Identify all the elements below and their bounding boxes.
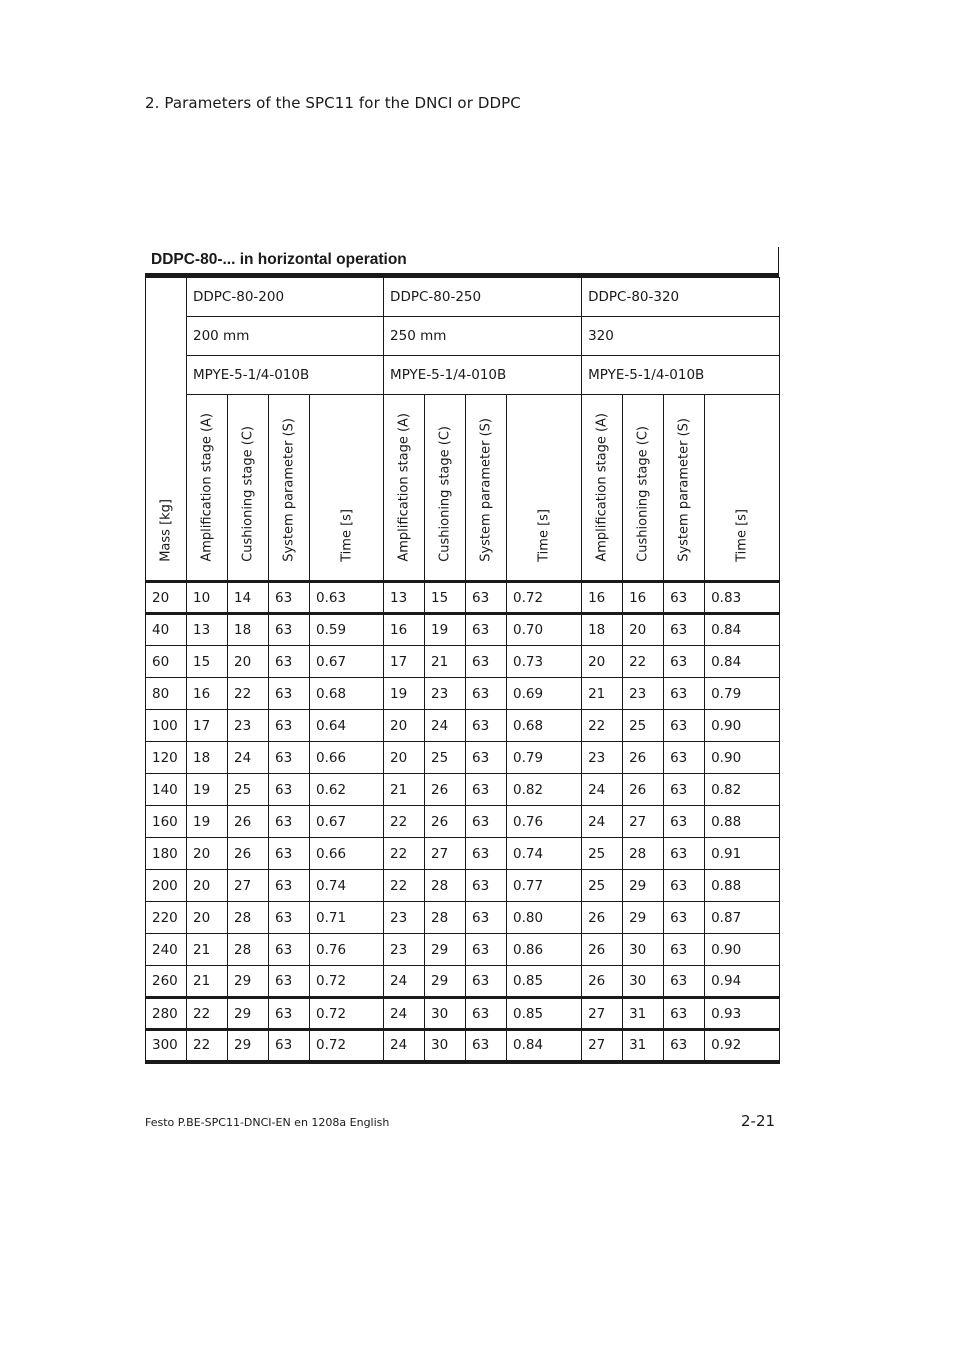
value-cell: 23 xyxy=(623,678,664,710)
value-cell: 63 xyxy=(269,582,310,614)
value-cell: 63 xyxy=(269,646,310,678)
value-cell: 26 xyxy=(623,742,664,774)
table-row xyxy=(146,998,780,1030)
value-cell: 31 xyxy=(623,1030,664,1062)
param-header xyxy=(425,395,466,582)
value-cell: 0.71 xyxy=(310,902,384,934)
value-cell: 0.72 xyxy=(310,998,384,1030)
value-cell: 63 xyxy=(466,582,507,614)
param-header-label: Cushioning stage (C) xyxy=(635,426,651,562)
param-header xyxy=(228,395,269,582)
value-cell: 0.83 xyxy=(705,582,780,614)
value-cell: 0.90 xyxy=(705,934,780,966)
value-cell: 16 xyxy=(187,678,228,710)
value-cell: 21 xyxy=(187,934,228,966)
value-cell: 0.73 xyxy=(507,646,582,678)
mass-cell: 120 xyxy=(146,742,187,774)
value-cell: 63 xyxy=(269,966,310,998)
mass-cell: 260 xyxy=(146,966,187,998)
table-row xyxy=(146,774,780,806)
valve-cell: MPYE-5-1/4-010B xyxy=(384,356,582,395)
value-cell: 0.86 xyxy=(507,934,582,966)
table-caption: DDPC-80-... in horizontal operation xyxy=(145,247,779,277)
value-cell: 63 xyxy=(269,934,310,966)
param-header-label: Cushioning stage (C) xyxy=(240,426,256,562)
value-cell: 63 xyxy=(664,998,705,1030)
value-cell: 23 xyxy=(582,742,623,774)
mass-cell: 200 xyxy=(146,870,187,902)
value-cell: 0.66 xyxy=(310,838,384,870)
value-cell: 26 xyxy=(228,838,269,870)
value-cell: 0.67 xyxy=(310,646,384,678)
value-cell: 26 xyxy=(582,966,623,998)
valve-cell: MPYE-5-1/4-010B xyxy=(187,356,384,395)
table-row xyxy=(146,806,780,838)
value-cell: 29 xyxy=(623,870,664,902)
value-cell: 0.90 xyxy=(705,710,780,742)
model-cell: DDPC-80-250 xyxy=(384,278,582,317)
value-cell: 23 xyxy=(384,934,425,966)
param-header xyxy=(466,395,507,582)
value-cell: 63 xyxy=(664,902,705,934)
value-cell: 63 xyxy=(269,870,310,902)
value-cell: 63 xyxy=(466,934,507,966)
value-cell: 0.93 xyxy=(705,998,780,1030)
mass-cell: 280 xyxy=(146,998,187,1030)
value-cell: 0.64 xyxy=(310,710,384,742)
value-cell: 0.85 xyxy=(507,998,582,1030)
value-cell: 19 xyxy=(384,678,425,710)
value-cell: 63 xyxy=(664,1030,705,1062)
model-row xyxy=(146,278,780,317)
value-cell: 26 xyxy=(228,806,269,838)
value-cell: 21 xyxy=(582,678,623,710)
value-cell: 20 xyxy=(384,742,425,774)
mass-cell: 100 xyxy=(146,710,187,742)
mass-cell: 160 xyxy=(146,806,187,838)
param-header xyxy=(623,395,664,582)
value-cell: 18 xyxy=(582,614,623,646)
value-cell: 63 xyxy=(664,838,705,870)
value-cell: 63 xyxy=(664,966,705,998)
value-cell: 63 xyxy=(664,870,705,902)
value-cell: 25 xyxy=(582,838,623,870)
chapter-title: 2. Parameters of the SPC11 for the DNCI or DDPC xyxy=(145,94,521,112)
mass-cell: 20 xyxy=(146,582,187,614)
param-header-label: Time [s] xyxy=(339,509,355,562)
value-cell: 0.82 xyxy=(507,774,582,806)
valve-row xyxy=(146,356,780,395)
value-cell: 0.79 xyxy=(507,742,582,774)
value-cell: 0.67 xyxy=(310,806,384,838)
table-row xyxy=(146,742,780,774)
value-cell: 29 xyxy=(425,934,466,966)
value-cell: 0.84 xyxy=(507,1030,582,1062)
value-cell: 30 xyxy=(623,966,664,998)
param-header xyxy=(187,395,228,582)
table-row xyxy=(146,582,780,614)
value-cell: 0.69 xyxy=(507,678,582,710)
value-cell: 22 xyxy=(384,806,425,838)
value-cell: 63 xyxy=(466,614,507,646)
value-cell: 26 xyxy=(623,774,664,806)
value-cell: 20 xyxy=(228,646,269,678)
value-cell: 0.72 xyxy=(507,582,582,614)
data-table xyxy=(145,277,780,1064)
value-cell: 16 xyxy=(582,582,623,614)
value-cell: 63 xyxy=(466,1030,507,1062)
value-cell: 0.80 xyxy=(507,902,582,934)
param-header xyxy=(310,395,384,582)
value-cell: 16 xyxy=(384,614,425,646)
value-cell: 63 xyxy=(466,870,507,902)
value-cell: 0.74 xyxy=(310,870,384,902)
value-cell: 63 xyxy=(269,838,310,870)
value-cell: 29 xyxy=(425,966,466,998)
value-cell: 0.88 xyxy=(705,870,780,902)
mass-cell: 180 xyxy=(146,838,187,870)
table-row xyxy=(146,902,780,934)
value-cell: 0.63 xyxy=(310,582,384,614)
param-header xyxy=(384,395,425,582)
mass-cell: 240 xyxy=(146,934,187,966)
value-cell: 14 xyxy=(228,582,269,614)
stroke-cell: 200 mm xyxy=(187,317,384,356)
param-header xyxy=(507,395,582,582)
value-cell: 25 xyxy=(623,710,664,742)
value-cell: 63 xyxy=(466,998,507,1030)
value-cell: 63 xyxy=(664,934,705,966)
value-cell: 22 xyxy=(187,1030,228,1062)
value-cell: 27 xyxy=(425,838,466,870)
value-cell: 22 xyxy=(384,838,425,870)
value-cell: 25 xyxy=(425,742,466,774)
value-cell: 0.85 xyxy=(507,966,582,998)
value-cell: 63 xyxy=(466,806,507,838)
value-cell: 0.88 xyxy=(705,806,780,838)
value-cell: 0.76 xyxy=(507,806,582,838)
value-cell: 28 xyxy=(228,902,269,934)
value-cell: 0.76 xyxy=(310,934,384,966)
value-cell: 22 xyxy=(228,678,269,710)
value-cell: 25 xyxy=(582,870,623,902)
value-cell: 28 xyxy=(623,838,664,870)
table-row xyxy=(146,678,780,710)
value-cell: 21 xyxy=(425,646,466,678)
footer-doc-id: Festo P.BE-SPC11-DNCI-EN en 1208a English xyxy=(145,1116,390,1129)
value-cell: 63 xyxy=(466,742,507,774)
value-cell: 13 xyxy=(384,582,425,614)
table-row xyxy=(146,710,780,742)
value-cell: 22 xyxy=(384,870,425,902)
value-cell: 0.87 xyxy=(705,902,780,934)
value-cell: 63 xyxy=(269,678,310,710)
value-cell: 0.66 xyxy=(310,742,384,774)
value-cell: 27 xyxy=(582,1030,623,1062)
model-cell: DDPC-80-320 xyxy=(582,278,780,317)
param-header xyxy=(705,395,780,582)
value-cell: 15 xyxy=(187,646,228,678)
page-number: 2-21 xyxy=(741,1112,776,1130)
value-cell: 63 xyxy=(269,710,310,742)
value-cell: 28 xyxy=(228,934,269,966)
value-cell: 0.79 xyxy=(705,678,780,710)
value-cell: 0.94 xyxy=(705,966,780,998)
value-cell: 63 xyxy=(269,902,310,934)
value-cell: 26 xyxy=(425,806,466,838)
value-cell: 20 xyxy=(187,838,228,870)
param-header-label: Amplification stage (A) xyxy=(199,413,215,562)
value-cell: 29 xyxy=(228,1030,269,1062)
value-cell: 19 xyxy=(187,774,228,806)
value-cell: 63 xyxy=(269,1030,310,1062)
param-header-label: System parameter (S) xyxy=(478,418,494,562)
stroke-cell: 250 mm xyxy=(384,317,582,356)
value-cell: 63 xyxy=(466,646,507,678)
param-header-label: Time [s] xyxy=(536,509,552,562)
value-cell: 0.72 xyxy=(310,1030,384,1062)
value-cell: 30 xyxy=(623,934,664,966)
value-cell: 19 xyxy=(187,806,228,838)
value-cell: 24 xyxy=(582,806,623,838)
table-row xyxy=(146,614,780,646)
mass-cell: 140 xyxy=(146,774,187,806)
value-cell: 0.59 xyxy=(310,614,384,646)
param-header-label: System parameter (S) xyxy=(281,418,297,562)
value-cell: 23 xyxy=(425,678,466,710)
mass-cell: 300 xyxy=(146,1030,187,1062)
valve-cell: MPYE-5-1/4-010B xyxy=(582,356,780,395)
parameter-table xyxy=(145,247,779,1064)
value-cell: 26 xyxy=(425,774,466,806)
value-cell: 21 xyxy=(187,966,228,998)
table-row xyxy=(146,1030,780,1062)
table-row xyxy=(146,838,780,870)
value-cell: 63 xyxy=(466,710,507,742)
value-cell: 24 xyxy=(228,742,269,774)
value-cell: 63 xyxy=(269,774,310,806)
value-cell: 20 xyxy=(187,902,228,934)
value-cell: 29 xyxy=(228,966,269,998)
value-cell: 25 xyxy=(228,774,269,806)
value-cell: 20 xyxy=(582,646,623,678)
value-cell: 0.82 xyxy=(705,774,780,806)
value-cell: 16 xyxy=(623,582,664,614)
value-cell: 27 xyxy=(228,870,269,902)
value-cell: 20 xyxy=(623,614,664,646)
table-row xyxy=(146,934,780,966)
value-cell: 23 xyxy=(384,902,425,934)
value-cell: 0.70 xyxy=(507,614,582,646)
value-cell: 21 xyxy=(384,774,425,806)
mass-cell: 60 xyxy=(146,646,187,678)
value-cell: 22 xyxy=(187,998,228,1030)
table-row xyxy=(146,966,780,998)
value-cell: 20 xyxy=(187,870,228,902)
value-cell: 0.90 xyxy=(705,742,780,774)
table-row xyxy=(146,646,780,678)
value-cell: 28 xyxy=(425,870,466,902)
value-cell: 24 xyxy=(582,774,623,806)
value-cell: 63 xyxy=(664,774,705,806)
value-cell: 29 xyxy=(228,998,269,1030)
value-cell: 63 xyxy=(664,614,705,646)
value-cell: 63 xyxy=(664,582,705,614)
value-cell: 18 xyxy=(228,614,269,646)
value-cell: 23 xyxy=(228,710,269,742)
value-cell: 10 xyxy=(187,582,228,614)
value-cell: 24 xyxy=(384,1030,425,1062)
value-cell: 31 xyxy=(623,998,664,1030)
value-cell: 63 xyxy=(466,966,507,998)
value-cell: 17 xyxy=(187,710,228,742)
stroke-cell: 320 xyxy=(582,317,780,356)
model-cell: DDPC-80-200 xyxy=(187,278,384,317)
param-header xyxy=(269,395,310,582)
value-cell: 0.74 xyxy=(507,838,582,870)
value-cell: 24 xyxy=(384,998,425,1030)
value-cell: 0.62 xyxy=(310,774,384,806)
value-cell: 0.84 xyxy=(705,614,780,646)
value-cell: 24 xyxy=(384,966,425,998)
value-cell: 19 xyxy=(425,614,466,646)
value-cell: 63 xyxy=(269,742,310,774)
value-cell: 30 xyxy=(425,1030,466,1062)
value-cell: 0.68 xyxy=(310,678,384,710)
param-header-label: Time [s] xyxy=(734,509,750,562)
value-cell: 0.72 xyxy=(310,966,384,998)
mass-cell: 80 xyxy=(146,678,187,710)
value-cell: 20 xyxy=(384,710,425,742)
mass-cell: 40 xyxy=(146,614,187,646)
mass-header xyxy=(146,278,187,582)
value-cell: 0.91 xyxy=(705,838,780,870)
param-header-label: System parameter (S) xyxy=(676,418,692,562)
param-header xyxy=(664,395,705,582)
value-cell: 63 xyxy=(269,806,310,838)
value-cell: 0.68 xyxy=(507,710,582,742)
value-cell: 63 xyxy=(664,710,705,742)
mass-label: Mass [kg] xyxy=(158,499,174,562)
value-cell: 13 xyxy=(187,614,228,646)
value-cell: 63 xyxy=(664,678,705,710)
stroke-row xyxy=(146,317,780,356)
value-cell: 27 xyxy=(582,998,623,1030)
value-cell: 22 xyxy=(582,710,623,742)
value-cell: 28 xyxy=(425,902,466,934)
value-cell: 63 xyxy=(466,902,507,934)
value-cell: 29 xyxy=(623,902,664,934)
value-cell: 27 xyxy=(623,806,664,838)
value-cell: 63 xyxy=(664,646,705,678)
param-header-label: Cushioning stage (C) xyxy=(437,426,453,562)
mass-cell: 220 xyxy=(146,902,187,934)
value-cell: 26 xyxy=(582,934,623,966)
value-cell: 26 xyxy=(582,902,623,934)
value-cell: 30 xyxy=(425,998,466,1030)
value-cell: 63 xyxy=(466,774,507,806)
value-cell: 0.77 xyxy=(507,870,582,902)
value-cell: 63 xyxy=(664,806,705,838)
value-cell: 0.92 xyxy=(705,1030,780,1062)
value-cell: 0.84 xyxy=(705,646,780,678)
value-cell: 24 xyxy=(425,710,466,742)
value-cell: 18 xyxy=(187,742,228,774)
value-cell: 15 xyxy=(425,582,466,614)
value-cell: 63 xyxy=(269,614,310,646)
table-row xyxy=(146,870,780,902)
value-cell: 63 xyxy=(466,838,507,870)
value-cell: 63 xyxy=(466,678,507,710)
param-header xyxy=(582,395,623,582)
parameter-header-row xyxy=(146,395,780,582)
param-header-label: Amplification stage (A) xyxy=(396,413,412,562)
value-cell: 63 xyxy=(269,998,310,1030)
value-cell: 22 xyxy=(623,646,664,678)
param-header-label: Amplification stage (A) xyxy=(594,413,610,562)
value-cell: 63 xyxy=(664,742,705,774)
value-cell: 17 xyxy=(384,646,425,678)
